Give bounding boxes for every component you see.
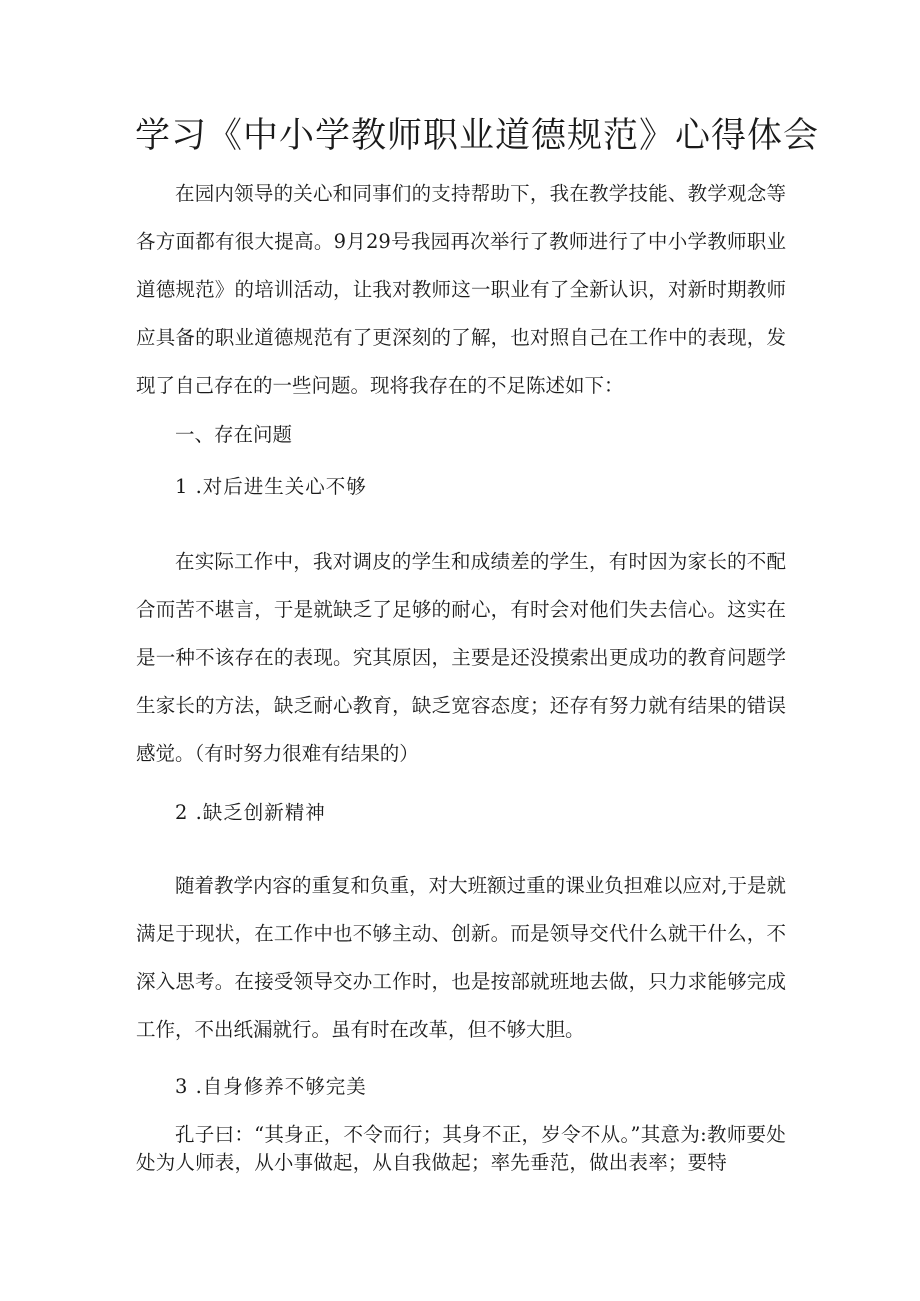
paragraph-innovation: 随着教学内容的重复和负重，对大班额过重的课业负担难以应对,于是就满足于现状，在工作中也不够主动、创新。而是领导交代什么就干什么，不深入思考。在接受领导交办工作时，也是按部就班地去做，只力求能够完成工作，不出纸漏就行。虽有时在改革，但不够大胆。 bbox=[136, 874, 786, 1041]
subheading-underachievers: 1 .对后进生关心不够 bbox=[175, 475, 367, 498]
section-heading-problems: 一、存在问题 bbox=[175, 423, 293, 446]
paragraph-self-cultivation: 孔子曰：“其身正，不令而行；其身不正，岁令不从。”其意为:教师要处处为人师表，从小事做起，从自我做起；率先垂范，做出表率；要特 bbox=[136, 1123, 786, 1174]
paragraph-underachievers: 在实际工作中，我对调皮的学生和成绩差的学生，有时因为家长的不配合而苦不堪言，于是就缺乏了足够的耐心，有时会对他们失去信心。这实在是一种不该存在的表现。究其原因，主要是还没摸索出更成功的教育问题学生家长的方法，缺乏耐心教育，缺乏宽容态度；还存有努力就有结果的错误感觉。（有时努力很难有结果的） bbox=[136, 550, 786, 765]
document-title: 学习《中小学教师职业道德规范》心得体会 bbox=[135, 116, 820, 156]
subheading-innovation: 2 .缺乏创新精神 bbox=[175, 801, 326, 824]
paragraph-intro: 在园内领导的关心和同事们的支持帮助下，我在教学技能、教学观念等各方面都有很大提高。9月29号我园再次举行了教师进行了中小学教师职业道德规范》的培训活动，让我对教师这一职业有了全新认识，对新时期教师应具备的职业道德规范有了更深刻的了解，也对照自己在工作中的表现，发现了自己存在的一些问题。现将我存在的不足陈述如下： bbox=[136, 182, 786, 397]
subheading-self-cultivation: 3 .自身修养不够完美 bbox=[175, 1075, 367, 1098]
